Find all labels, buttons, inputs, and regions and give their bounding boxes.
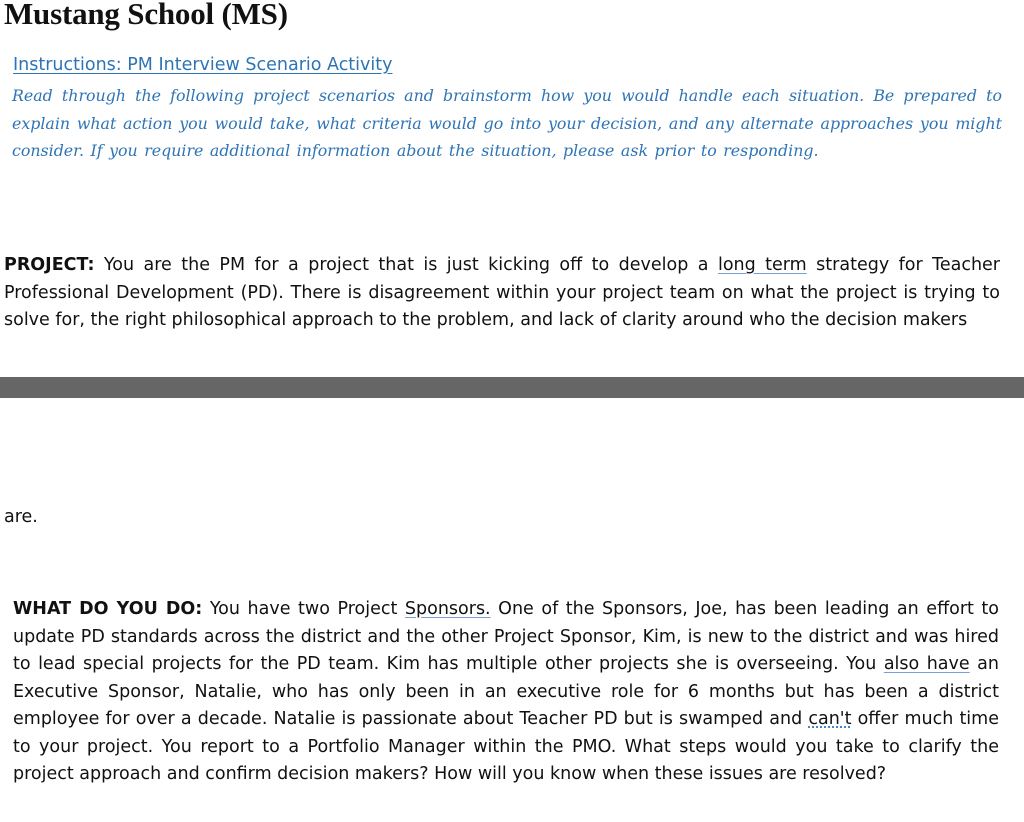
- instructions-heading: Instructions: PM Interview Scenario Activity: [13, 55, 393, 75]
- page-break-divider: [0, 377, 1024, 398]
- project-label: PROJECT:: [4, 255, 95, 275]
- project-text-part2: strategy for Teacher Professional Development (PD). There is disagreement within your project team on what the project is trying to solve for, the right philosophical approach to the problem, and lack of clarity around who the decision makers: [4, 255, 1001, 330]
- sponsors-link[interactable]: Sponsors.: [404, 599, 491, 619]
- document-title: Mustang School (MS): [4, 0, 288, 31]
- wdyd-text-part4: offer much time to your project. You report to a Portfolio Manager within the PMO. What steps would you take to clarify the project approach and confirm decision makers? How will you know when these issues are resolved?: [13, 709, 999, 784]
- long-term-phrase: long term: [717, 255, 807, 275]
- wdyd-text-part3: an Executive Sponsor, Natalie, who has only been in an executive role for 6 months but has been a district employee for over a decade. Natalie is passionate about Teacher PD but is swamped and: [13, 654, 999, 729]
- also-have-phrase: also have: [883, 654, 970, 674]
- wdyd-text-part1: You have two Project: [202, 599, 405, 619]
- instructions-body: Read through the following project scenarios and brainstorm how you would handle each situation. Be prepared to explain what action you would take, what criteria would go into your decision, and any alternate approaches you might consider. If you require additional information about the situation, please ask prior to responding.: [12, 86, 1002, 160]
- project-paragraph: [4, 252, 1000, 335]
- project-continued-text: are.: [4, 507, 38, 527]
- cant-word: can't: [808, 709, 852, 729]
- what-do-you-do-label: WHAT DO YOU DO:: [13, 599, 203, 619]
- wdyd-text-part2: One of the Sponsors, Joe, has been leading an effort to update PD standards across the district and the other Project Sponsor, Kim, is new to the district and was hired to lead special projects for the PD team. Kim has multiple other projects she is overseeing. You: [13, 599, 1000, 674]
- what-do-you-do-paragraph: [13, 596, 999, 789]
- project-text-part1: You are the PM for a project that is just kicking off to develop a: [94, 255, 718, 275]
